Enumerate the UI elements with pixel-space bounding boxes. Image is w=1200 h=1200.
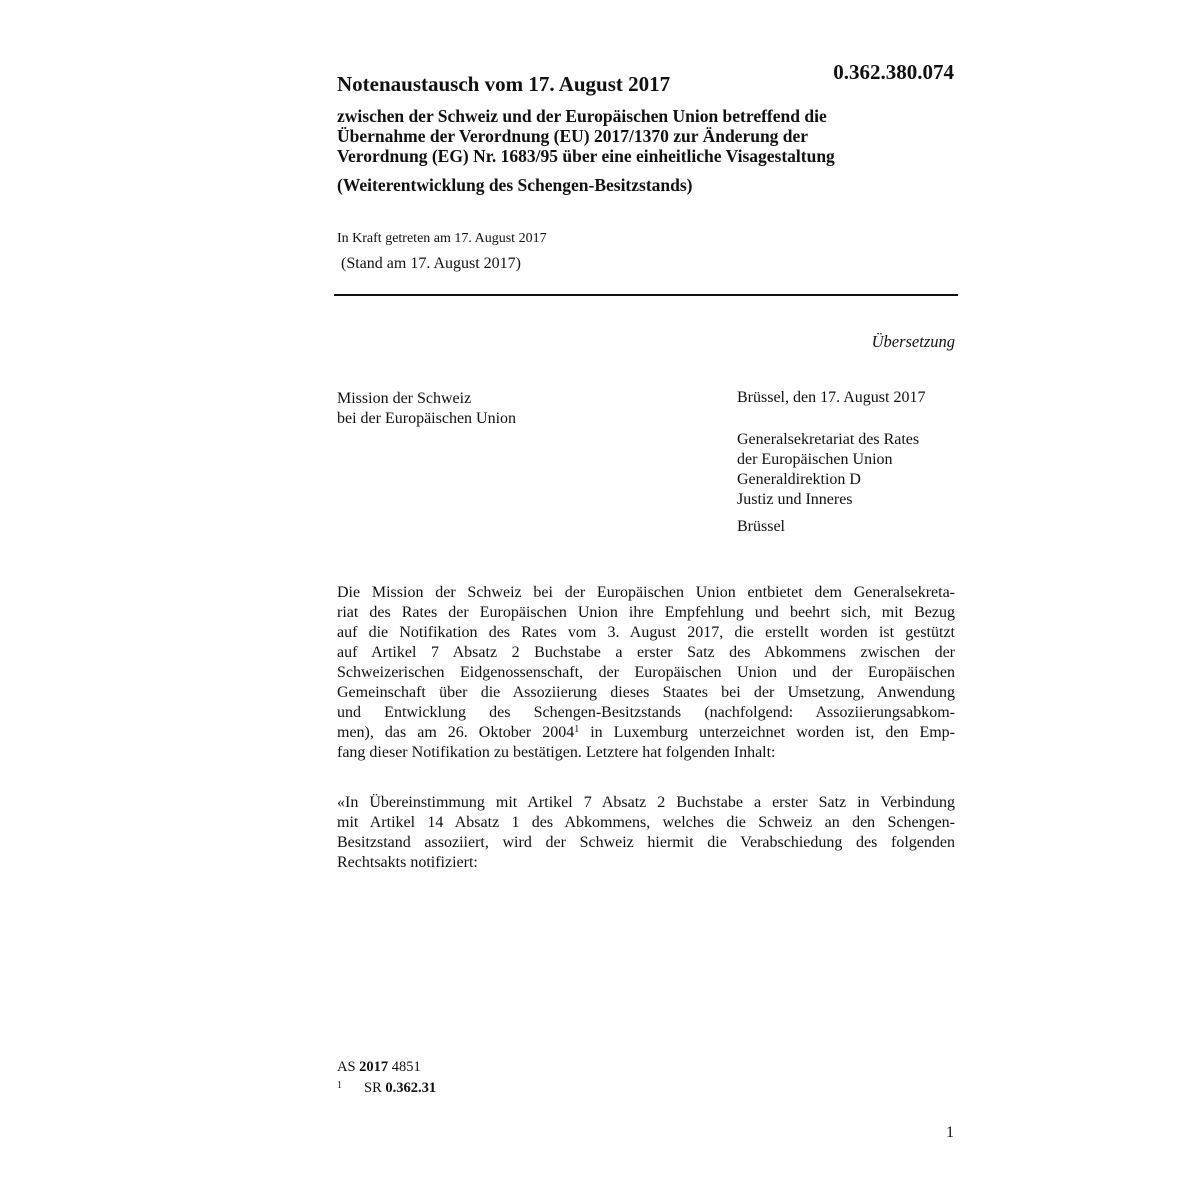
paragraph-line: und Entwicklung des Schengen-Besitzstands (nachfolgend: Assoziierungsabkom- (337, 704, 955, 721)
recipient-line: Justiz und Inneres (737, 491, 853, 508)
as-year: 2017 (359, 1059, 389, 1075)
recipient-line: der Europäischen Union (737, 451, 893, 468)
official-collection-reference (337, 1059, 421, 1076)
footnote-reference: 1 (574, 724, 580, 735)
recipient-block (737, 430, 919, 510)
subtitle-line: Verordnung (EG) Nr. 1683/95 über eine einheitliche Visagestaltung (337, 146, 835, 166)
status-date: (Stand am 17. August 2017) (341, 255, 521, 272)
in-force-date: In Kraft getreten am 17. August 2017 (337, 231, 547, 246)
sender-line: bei der Europäischen Union (337, 410, 517, 427)
as-page: 4851 (391, 1059, 421, 1075)
recipient-city: Brüssel (737, 518, 785, 535)
paragraph-line: Schweizerischen Eidgenossenschaft, der Europäischen Union und der Europäischen (337, 664, 955, 681)
paragraph-text: men), das am 26. Oktober 2004 (337, 724, 575, 741)
recipient-line: Generaldirektion D (737, 471, 861, 488)
sr-number: 0.362.380.074 (833, 60, 954, 84)
paragraph-line: fang dieser Notifikation zu bestätigen. Letztere hat folgenden Inhalt: (337, 744, 776, 761)
paragraph-line: «In Übereinstimmung mit Artikel 7 Absatz 2 Buchstabe a erster Satz in Verbindung (337, 794, 955, 811)
paragraph-line (337, 723, 955, 743)
header-divider (334, 294, 958, 296)
document-subtitle (337, 106, 957, 166)
paragraph-text: in Luxemburg unterzeichnet worden ist, den Emp- (579, 724, 955, 741)
footnote-sr-number: 0.362.31 (385, 1080, 437, 1096)
page-number: 1 (946, 1124, 954, 1141)
translation-note: Übersetzung (871, 332, 955, 351)
footnote (337, 1080, 436, 1097)
as-prefix: AS (337, 1059, 356, 1075)
paragraph-line: auf Artikel 7 Absatz 2 Buchstabe a erster Satz des Abkommens zwischen der (337, 644, 955, 661)
sender-line: Mission der Schweiz (337, 390, 472, 407)
paragraph-line: Rechtsakts notifiziert: (337, 854, 478, 871)
sender-block (337, 389, 516, 429)
paragraph-line: riat des Rates der Europäischen Union ihre Empfehlung und beehrt sich, mit Bezug (337, 604, 955, 621)
document-title: Notenaustausch vom 17. August 2017 (337, 72, 671, 96)
paragraph-line: mit Artikel 14 Absatz 1 des Abkommens, welches die Schweiz an den Schengen- (337, 814, 955, 831)
body-paragraph-2 (337, 793, 955, 873)
paragraph-line: Gemeinschaft über die Assoziierung dieses Staates bei der Umsetzung, Anwendung (337, 684, 955, 701)
subtitle-line: zwischen der Schweiz und der Europäischen Union betreffend die (337, 106, 827, 126)
footnote-mark: 1 (337, 1080, 342, 1091)
dateline: Brüssel, den 17. August 2017 (737, 389, 926, 406)
document-subtitle-schengen: (Weiterentwicklung des Schengen-Besitzstands) (337, 175, 693, 195)
paragraph-line: Die Mission der Schweiz bei der Europäischen Union entbietet dem Generalsekreta- (337, 584, 955, 601)
subtitle-line: Übernahme der Verordnung (EU) 2017/1370 zur Änderung der (337, 126, 809, 146)
paragraph-line: auf die Notifikation des Rates vom 3. August 2017, die erstellt worden ist gestützt (337, 624, 955, 641)
body-paragraph-1 (337, 583, 955, 763)
footnote-prefix: SR (364, 1080, 382, 1096)
recipient-line: Generalsekretariat des Rates (737, 431, 920, 448)
paragraph-line: Besitzstand assoziiert, wird der Schweiz hiermit die Verabschiedung des folgenden (337, 834, 955, 851)
